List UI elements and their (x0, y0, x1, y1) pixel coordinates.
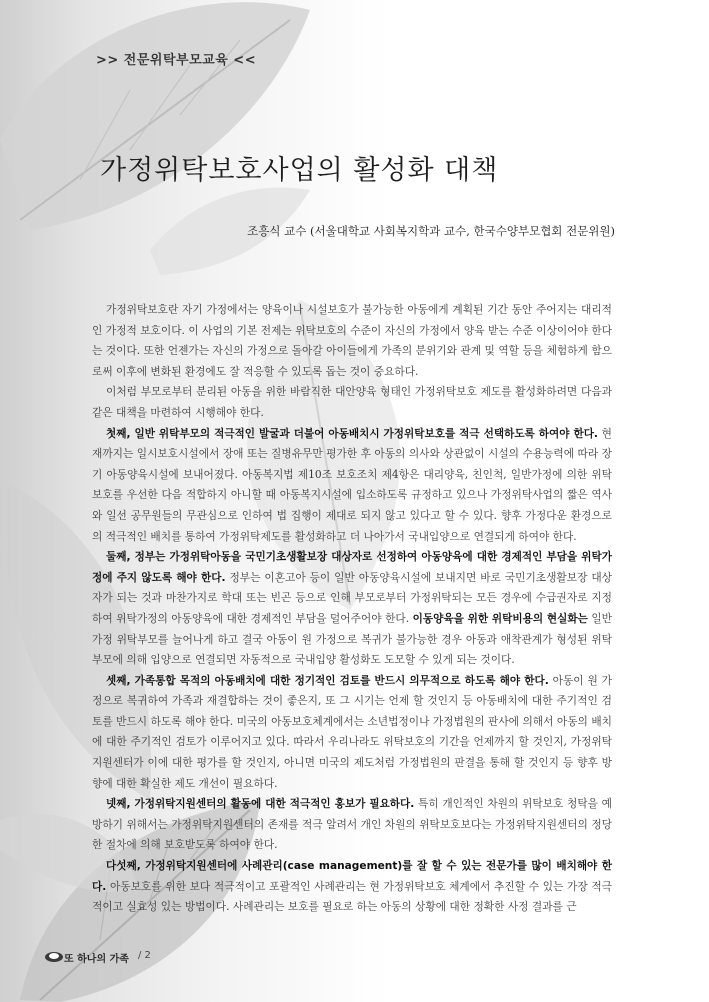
paragraph (92, 794, 612, 856)
paragraph-lead: 다섯째, 가정위탁지원센터에 사례관리(case management)를 잘 할 수 있는 전문가를 많이 배치해야 한다. (92, 860, 612, 893)
author-byline: 조흥식 교수 (서울대학교 사회복지학과 교수, 한국수양부모협회 전문위원) (247, 224, 615, 238)
paragraph-text: 정부는 이혼고아 등이 일반 아동양육시설에 보내지면 바로 국민기초생활보장 대상자가 되는 것과 마찬가지로 학대 또는 빈곤 등으로 인해 부모로부터 가정위탁되는 모든 경우에 수급권자로 지정하여 위탁가정의 아동양육에 대한 경제적인 부담을 덜어주어야 한다. (92, 570, 612, 625)
paragraph-lead: 셋째, 가족통합 목적의 아동배치에 대한 정기적인 검토를 반드시 의무적으로 하도록 해야 한다. (106, 674, 549, 687)
section-tag: >> 전문위탁부모교육 << (96, 53, 257, 68)
paragraph-text: 특히 개인적인 차원의 위탁보호 청탁을 예방하기 위해서는 가정위탁지원센터의 존재를 적극 알려서 개인 차원의 위탁보호보다는 가정위탁지원센터의 정당한 절차에 의해 보호받도록 하여야 한다. (92, 797, 612, 852)
paragraph (92, 382, 612, 423)
paragraph-text: 아동이 원 가정으로 복귀하여 가족과 재결합하는 것이 좋은지, 또 그 시기는 언제 할 것인지 등 아동배치에 대한 주기적인 검토를 반드시 하도록 해야 한다. 미국의 아동보호체계에서는 소년법정이나 가정법원의 판사에 의해서 아동의 배치에 대한 주기적인 검토가 이루어지고 있다. 따라서 우리나라도 위탁보호의 기간을 언제까지 할 것인지, 가정위탁지원센터가 이에 대한 평가를 할 것인지, 아니면 미국의 제도처럼 가정법원의 판결을 통해 할 것인지 등 향후 방향에 대한 확실한 제도 개선이 필요하다. (92, 673, 612, 790)
paragraph (92, 300, 612, 382)
publication-name: 또 하나의 가족 (64, 954, 129, 965)
paragraph-text: 아동보호를 위한 보다 적극적이고 포괄적인 사례관리는 현 가정위탁보호 체계에서 추진할 수 있는 가장 적극적이고 실효성 있는 방법이다. 사례관리는 보호를 필요로 하는 아동의 상황에 대한 정확한 사정 결과를 근 (92, 879, 612, 914)
paragraph (92, 671, 612, 795)
paragraph-lead: 이동양육을 위한 위탁비용의 현실화는 (412, 612, 588, 625)
paragraph (92, 856, 612, 918)
paragraph-lead: 넷째, 가정위탁지원센터의 활동에 대한 적극적인 홍보가 필요하다. (106, 798, 415, 811)
paragraph-text: 가정위탁보호란 자기 가정에서는 양육이나 시설보호가 불가능한 아동에게 계획된 기간 동안 주어지는 대리적인 가정적 보호이다. 이 사업의 기본 전제는 위탁보호의 수준이 자신의 가정에서 양육 받는 수준 이상이어야 한다는 것이다. 또한 언젠가는 자신의 가정으로 돌아갈 아이들에게 가족의 분위기와 관계 및 역할 등을 체험하게 함으로써 이후에 변화된 환경에도 잘 적응할 수 있도록 돕는 것이 중요하다. (92, 303, 612, 378)
paragraph-lead: 첫째, 일반 위탁부모의 적극적인 발굴과 더불어 아동배치시 가정위탁보호를 적극 선택하도록 하여야 한다. (106, 427, 598, 440)
paragraph-lead: 둘째, 정부는 가정위탁아동을 국민기초생활보장 대상자로 선정하여 아동양육에 대한 경제적인 부담을 위탁가정에 주지 않도록 해야 한다. (92, 551, 612, 584)
paragraph-text: 현재까지는 일시보호시설에서 장애 또는 질병유무만 평가한 후 아동의 의사와 상관없이 시설의 수용능력에 따라 장기 아동양육시설에 보내어졌다. 아동복지법 제10조 보호조치 제4항은 대리양육, 친인척, 일반가정에 의한 위탁보호를 우선한 다음 적합하지 아니할 때 아동복지시설에 입소하도록 규정하고 있으나 가정위탁사업의 짧은 역사와 일선 공무원들의 무관심으로 인하여 법 집행이 제대로 되지 않고 있다고 할 수 있다. 향후 가정다운 환경으로의 적극적인 배치를 통하여 가정위탁제도를 활성화하고 더 나아가서 국내입양으로 연결되게 하여야 한다. (92, 426, 612, 543)
paragraph (92, 424, 612, 548)
page-number: / 2 (138, 950, 151, 961)
paragraph-text: 이처럼 부모로부터 분리된 아동을 위한 바람직한 대안양육 형태인 가정위탁보호 제도를 활성화하려면 다음과 같은 대책을 마련하여 시행해야 한다. (92, 385, 612, 419)
paragraph (92, 547, 612, 671)
article-body (92, 300, 612, 918)
paragraph-text: 일반가정 위탁부모를 늘어나게 하고 결국 아동이 원 가정으로 복귀가 불가능한 경우 아동과 애착관계가 형성된 위탁부모에 의해 입양으로 연결되면 자동적으로 국내입양 활성화도 도모할 수 있게 되는 것이다. (92, 611, 612, 667)
article-title: 가정위탁보호사업의 활성화 대책 (100, 155, 499, 186)
